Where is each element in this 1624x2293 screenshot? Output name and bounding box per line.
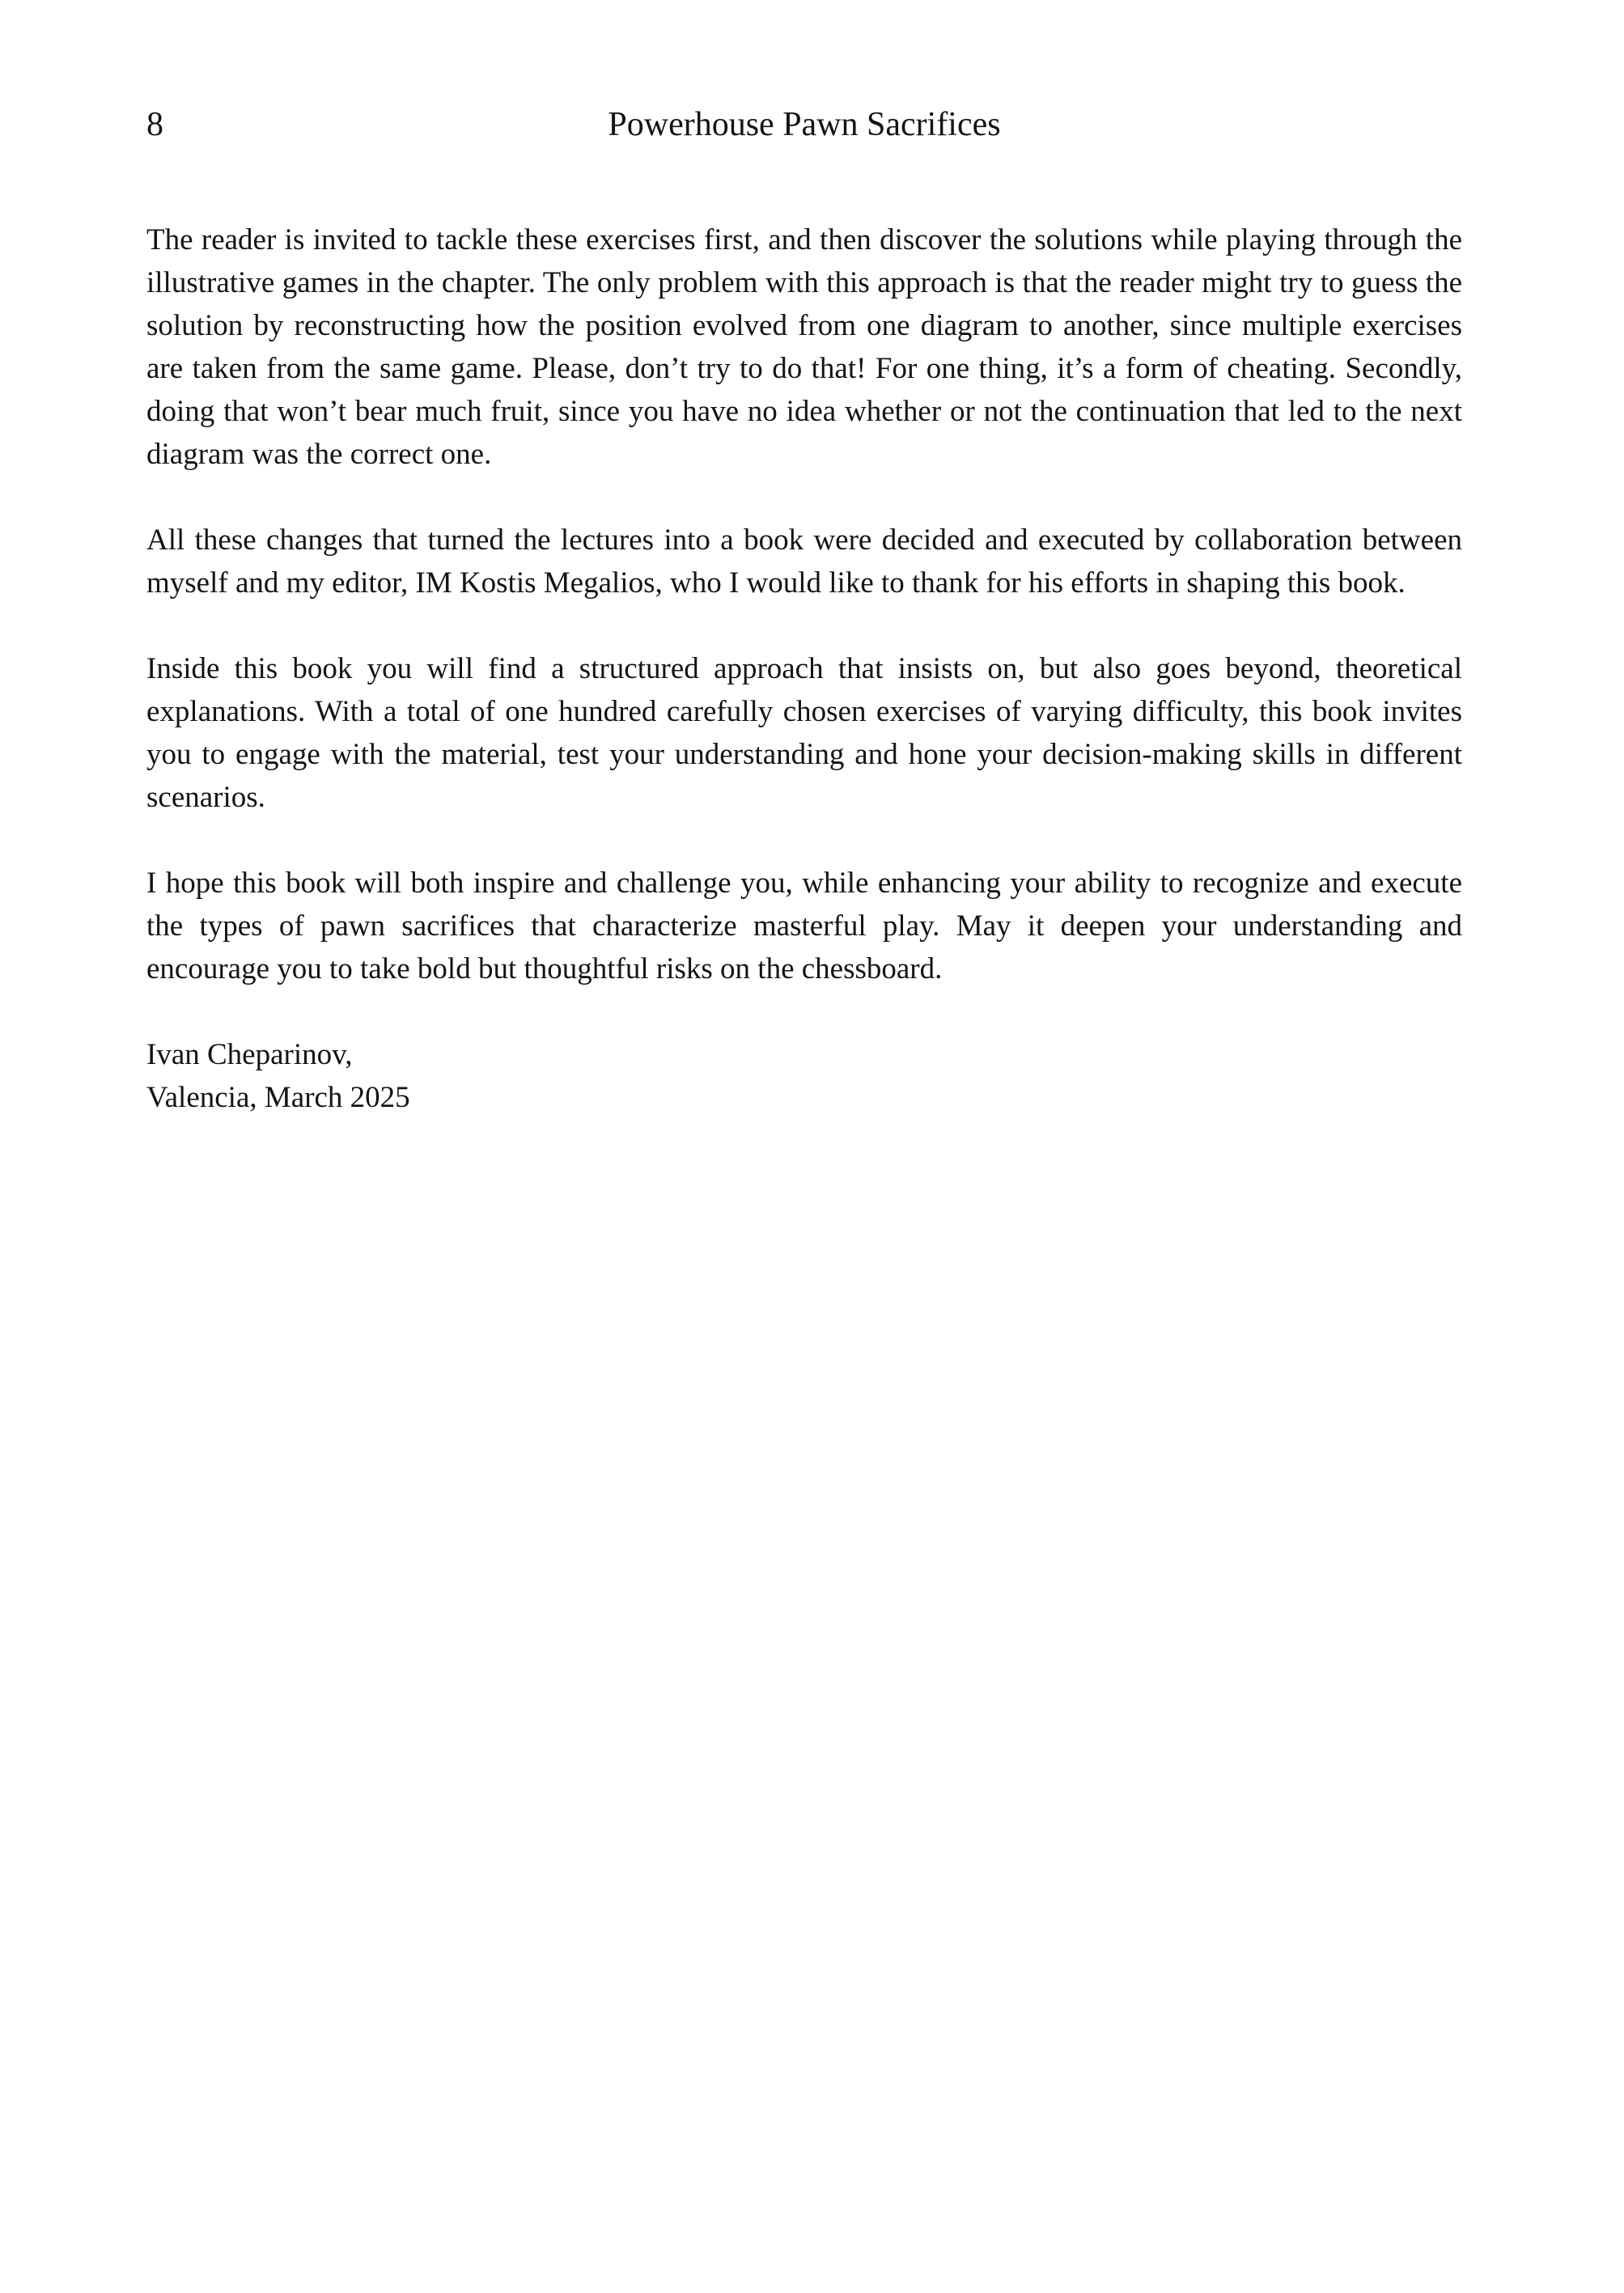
- signature-block: [146, 1033, 1462, 1119]
- paragraph-exercises-approach: The reader is invited to tackle these exercises first, and then discover the solutions while playing through the illustrative games in the chapter. The only problem with this approach is that the reader might try to guess the solution by reconstructing how the position evolved from one diagram to another, since multiple exercises are taken from the same game. Please, don’t try to do that! For one thing, it’s a form of cheating. Secondly, doing that won’t bear much fruit, since you have no idea whether or not the continuation that led to the next diagram was the correct one.: [146, 223, 1462, 471]
- paragraph-closing-hope: I hope this book will both inspire and challenge you, while enhancing your ability to recognize and execute the types of pawn sacrifices that characterize masterful play. May it deepen your understanding and encourage you to take bold but thoughtful risks on the chessboard.: [146, 867, 1462, 985]
- page-number: 8: [146, 106, 163, 143]
- running-header: [146, 104, 1462, 146]
- running-title: Powerhouse Pawn Sacrifices: [608, 106, 1001, 143]
- paragraph-book-structure: Inside this book you will find a structured approach that insists on, but also goes beyond, theoretical explanations. With a total of one hundred carefully chosen exercises of varying difficulty, this book invites you to engage with the material, test your understanding and hone your decision-making skills in different scenarios.: [146, 652, 1462, 814]
- preface-body: [146, 218, 1462, 1119]
- paragraph-editor-thanks: All these changes that turned the lectures into a book were decided and executed by collaboration between myself and my editor, IM Kostis Megalios, who I would like to thank for his efforts in shaping this book.: [146, 523, 1462, 600]
- signature-place-date: Valencia, March 2025: [146, 1081, 410, 1114]
- signature-author: Ivan Cheparinov,: [146, 1038, 353, 1071]
